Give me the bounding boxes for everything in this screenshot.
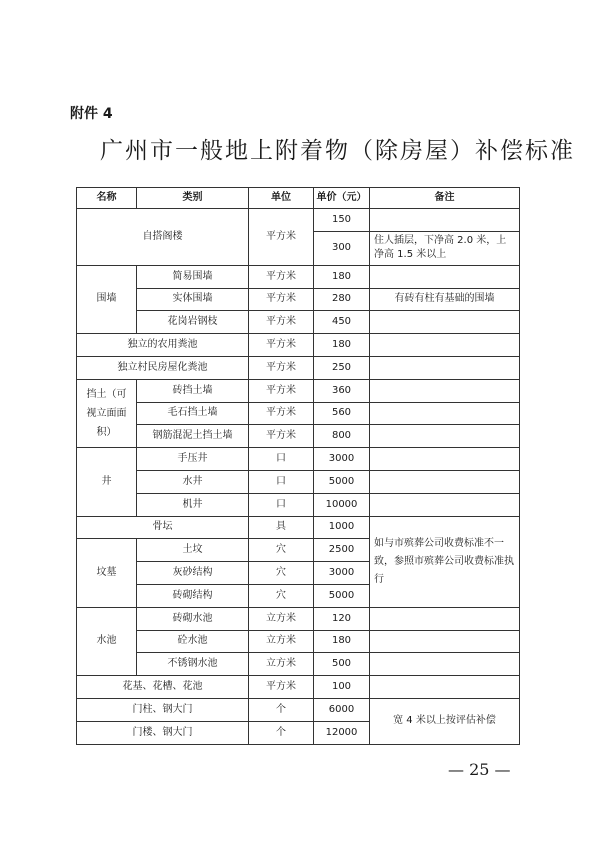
header-price: 单价（元） bbox=[314, 188, 370, 209]
cell-price: 6000 bbox=[314, 698, 370, 721]
table-row bbox=[77, 288, 520, 311]
table-row bbox=[77, 265, 520, 288]
table-row bbox=[77, 311, 520, 334]
header-category: 类别 bbox=[137, 188, 249, 209]
cell-price: 3000 bbox=[314, 448, 370, 471]
cell-unit: 平方米 bbox=[249, 676, 314, 699]
cell-name: 门楼、钢大门 bbox=[77, 721, 249, 744]
cell-unit: 立方米 bbox=[249, 607, 314, 630]
cell-note: 如与市殡葬公司收费标准不一致，参照市殡葬公司收费标准执行 bbox=[370, 516, 520, 607]
cell-category: 实体围墙 bbox=[137, 288, 249, 311]
cell-category: 手压井 bbox=[137, 448, 249, 471]
cell-name: 围墙 bbox=[77, 265, 137, 333]
cell-name: 自搭阁楼 bbox=[77, 209, 249, 266]
cell-note bbox=[370, 676, 520, 699]
cell-category: 水井 bbox=[137, 470, 249, 493]
cell-unit: 平方米 bbox=[249, 402, 314, 425]
cell-category: 灰砂结构 bbox=[137, 562, 249, 585]
cell-price: 10000 bbox=[314, 493, 370, 516]
table-row bbox=[77, 448, 520, 471]
header-note: 备注 bbox=[370, 188, 520, 209]
cell-unit: 平方米 bbox=[249, 356, 314, 379]
cell-name: 水池 bbox=[77, 607, 137, 675]
cell-unit: 具 bbox=[249, 516, 314, 539]
cell-category: 简易围墙 bbox=[137, 265, 249, 288]
cell-unit: 穴 bbox=[249, 584, 314, 607]
cell-note: 有砖有柱有基础的围墙 bbox=[370, 288, 520, 311]
cell-category: 砖砌水池 bbox=[137, 607, 249, 630]
table-header-row bbox=[77, 188, 520, 209]
cell-price: 250 bbox=[314, 356, 370, 379]
cell-note bbox=[370, 448, 520, 471]
cell-name: 门柱、钢大门 bbox=[77, 698, 249, 721]
table-row bbox=[77, 676, 520, 699]
cell-category: 花岗岩钢枝 bbox=[137, 311, 249, 334]
compensation-table bbox=[76, 187, 520, 745]
cell-category: 砼水池 bbox=[137, 630, 249, 653]
table-row bbox=[77, 516, 520, 539]
cell-note bbox=[370, 379, 520, 402]
cell-unit: 口 bbox=[249, 448, 314, 471]
cell-unit: 立方米 bbox=[249, 630, 314, 653]
cell-price: 120 bbox=[314, 607, 370, 630]
header-name: 名称 bbox=[77, 188, 137, 209]
cell-price: 2500 bbox=[314, 539, 370, 562]
header-unit: 单位 bbox=[249, 188, 314, 209]
cell-price: 500 bbox=[314, 653, 370, 676]
table-row bbox=[77, 334, 520, 357]
cell-note bbox=[370, 607, 520, 630]
cell-price: 100 bbox=[314, 676, 370, 699]
cell-category: 土坟 bbox=[137, 539, 249, 562]
cell-unit: 口 bbox=[249, 470, 314, 493]
cell-price: 450 bbox=[314, 311, 370, 334]
cell-category: 机井 bbox=[137, 493, 249, 516]
cell-note: 住人插层，下净高 2.0 米，上净高 1.5 米以上 bbox=[370, 231, 520, 265]
cell-price: 5000 bbox=[314, 470, 370, 493]
table-row bbox=[77, 653, 520, 676]
cell-unit: 平方米 bbox=[249, 334, 314, 357]
table-row bbox=[77, 493, 520, 516]
cell-unit: 口 bbox=[249, 493, 314, 516]
cell-category: 不锈钢水池 bbox=[137, 653, 249, 676]
cell-note bbox=[370, 265, 520, 288]
table-row bbox=[77, 402, 520, 425]
table-row bbox=[77, 607, 520, 630]
cell-note bbox=[370, 402, 520, 425]
cell-name: 独立的农用粪池 bbox=[77, 334, 249, 357]
table-row bbox=[77, 425, 520, 448]
cell-category: 砖挡土墙 bbox=[137, 379, 249, 402]
cell-note bbox=[370, 653, 520, 676]
cell-unit: 穴 bbox=[249, 562, 314, 585]
cell-unit: 个 bbox=[249, 721, 314, 744]
cell-price: 3000 bbox=[314, 562, 370, 585]
cell-price: 180 bbox=[314, 630, 370, 653]
cell-name: 独立村民房屋化粪池 bbox=[77, 356, 249, 379]
cell-note: 宽 4 米以上按评估补偿 bbox=[370, 698, 520, 744]
cell-category: 砖砌结构 bbox=[137, 584, 249, 607]
table-row bbox=[77, 209, 520, 232]
cell-name: 骨坛 bbox=[77, 516, 249, 539]
cell-note bbox=[370, 209, 520, 232]
cell-note bbox=[370, 470, 520, 493]
cell-unit: 平方米 bbox=[249, 311, 314, 334]
page-title: 广州市一般地上附着物（除房屋）补偿标准 bbox=[100, 138, 575, 164]
cell-unit: 平方米 bbox=[249, 209, 314, 266]
cell-category: 毛石挡土墙 bbox=[137, 402, 249, 425]
cell-unit: 平方米 bbox=[249, 425, 314, 448]
cell-note bbox=[370, 334, 520, 357]
cell-price: 560 bbox=[314, 402, 370, 425]
table-row bbox=[77, 630, 520, 653]
table-row bbox=[77, 379, 520, 402]
table-row bbox=[77, 470, 520, 493]
cell-note bbox=[370, 630, 520, 653]
cell-name: 井 bbox=[77, 448, 137, 516]
cell-category: 钢筋混泥土挡土墙 bbox=[137, 425, 249, 448]
cell-unit: 平方米 bbox=[249, 288, 314, 311]
cell-note bbox=[370, 425, 520, 448]
cell-price: 300 bbox=[314, 231, 370, 265]
cell-price: 5000 bbox=[314, 584, 370, 607]
cell-name: 挡土（可视立面面积） bbox=[77, 379, 137, 447]
table-row bbox=[77, 698, 520, 721]
cell-unit: 立方米 bbox=[249, 653, 314, 676]
cell-unit: 平方米 bbox=[249, 379, 314, 402]
cell-price: 180 bbox=[314, 265, 370, 288]
cell-note bbox=[370, 493, 520, 516]
cell-unit: 平方米 bbox=[249, 265, 314, 288]
cell-name: 坟墓 bbox=[77, 539, 137, 607]
cell-name: 花基、花槽、花池 bbox=[77, 676, 249, 699]
page-number: — 25 — bbox=[448, 760, 511, 779]
cell-price: 1000 bbox=[314, 516, 370, 539]
cell-price: 180 bbox=[314, 334, 370, 357]
cell-price: 12000 bbox=[314, 721, 370, 744]
cell-price: 150 bbox=[314, 209, 370, 232]
cell-unit: 个 bbox=[249, 698, 314, 721]
cell-note bbox=[370, 356, 520, 379]
cell-unit: 穴 bbox=[249, 539, 314, 562]
cell-price: 360 bbox=[314, 379, 370, 402]
cell-price: 800 bbox=[314, 425, 370, 448]
cell-note bbox=[370, 311, 520, 334]
attachment-label: 附件 4 bbox=[70, 106, 113, 122]
table-row bbox=[77, 356, 520, 379]
cell-price: 280 bbox=[314, 288, 370, 311]
